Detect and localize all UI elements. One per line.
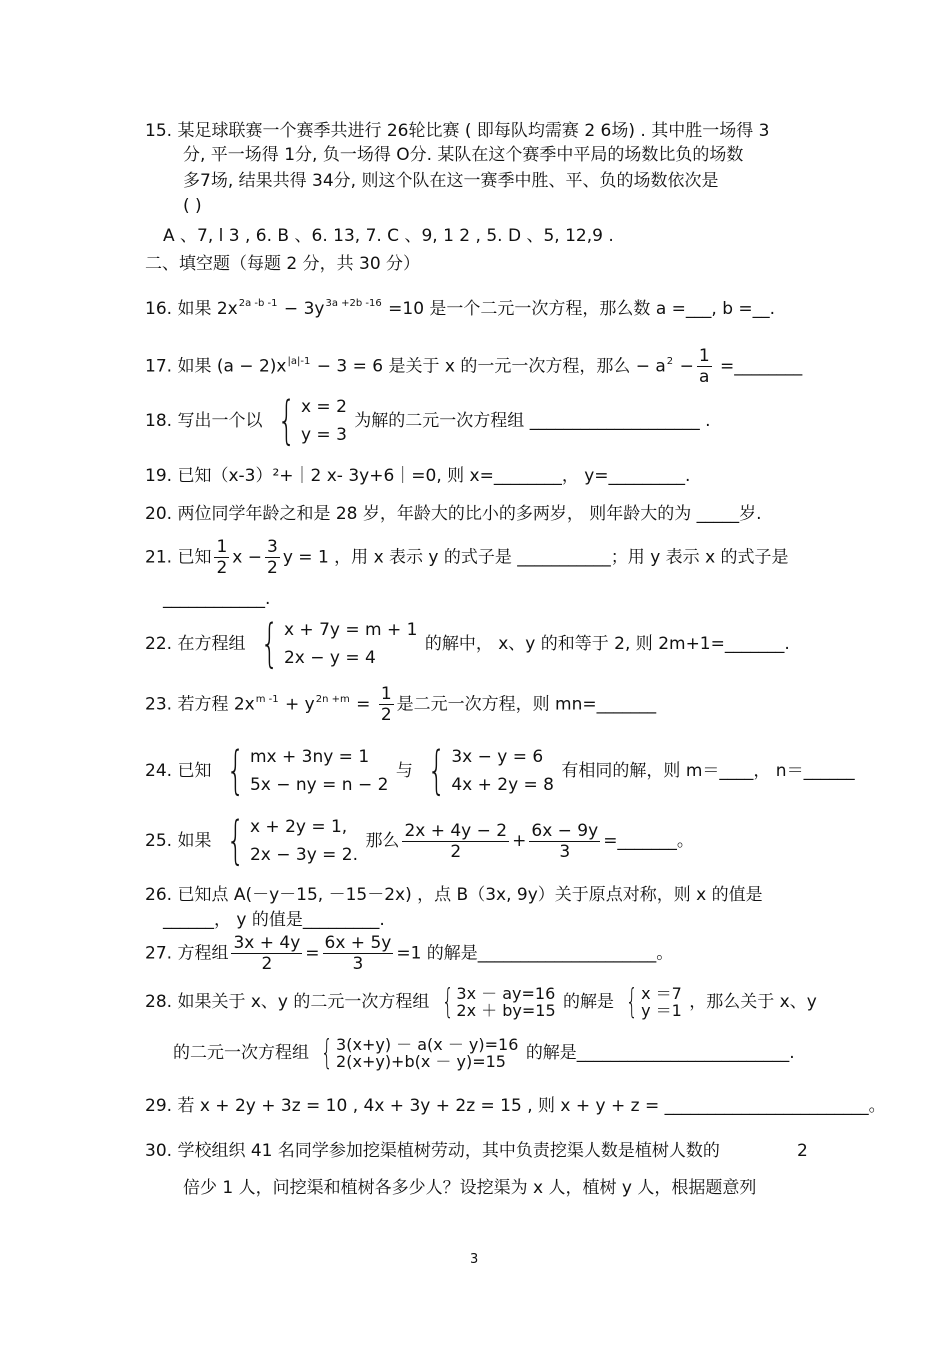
q30-line1-tail: 2 [797, 1141, 808, 1161]
q29: 29. 若 x + 2y + 3z = 10 , 4x + 3y + 2z = 15 , 则 x + y + z = ________________________。 [145, 1096, 886, 1116]
q16: 16. 如果 $2x^{2a -b -1} - 3y^{3a +2b -16} =10$ 是一个二元一次方程，那么数 a =___, b =__. [145, 298, 776, 319]
q27: 27. 方程组 $\frac{3x + 4y}{2}$ = $\frac{6x + 5y}{3}$ =1 的解是_____________________。 [145, 933, 674, 974]
q19: 19. 已知（x-3）²+｜2 x- 3y+6｜=0, 则 x=________， y=_________. [145, 466, 691, 486]
q15-options: A 、7, l 3 , 6. B 、6. 13, 7. C 、9, 1 2 , 5. D 、5, 12,9 . [163, 226, 614, 246]
page-number: 3 [470, 1252, 479, 1267]
section-heading: 二、填空题（每题 2 分，共 30 分） [145, 254, 421, 274]
q26-line2: ______， y 的值是_________. [163, 910, 385, 930]
q18: 18. 写出一个以 { x = 2 y = 3 为解的二元一次方程组 ____________________ . [145, 391, 711, 451]
q28-line1: 28. 如果关于 x、y 的二元一次方程组 { 3x － ay=16 2x ＋ by=15 的解是 { x ＝7 y ＝1 ，那么关于 x、y [145, 982, 817, 1022]
q26-line1: 26. 已知点 A(－y－15, －15－2x) ，点 B（3x, 9y）关于原点对称，则 x 的值是 [145, 885, 763, 905]
q15-line3: 多7场, 结果共得 34分, 则这个队在这一赛季中胜、平、负的场数依次是 [183, 171, 719, 191]
q24: 24. 已知 { mx + 3ny = 1 5x − ny = n − 2 与 { 3x − y = 6 4x + 2y = 8 有相同的解，则 m＝____， n＝______ [145, 741, 855, 801]
q21-line2: ____________. [163, 589, 271, 609]
q25: 25. 如果 { x + 2y = 1, 2x − 3y = 2. 那么 $\frac{2x + 4y - 2}{2}$ + $\frac{6x - 9y}{3}$ =_______。 [145, 811, 694, 871]
q15-line2: 分, 平一场得 1分, 负一场得 O分. 某队在这个赛季中平局的场数比负的场数 [183, 145, 744, 165]
q15-line1: 15. 某足球联赛一个赛季共进行 26轮比赛 ( 即每队均需赛 2 6场) . 其中胜一场得 3 [145, 121, 770, 141]
q30-line1: 30. 学校组织 41 名同学参加挖渠植树劳动，其中负责挖渠人数是植树人数的 [145, 1141, 720, 1161]
q22: 22. 在方程组 { x + 7y = m + 1 2x − y = 4 的解中， x、y 的和等于 2, 则 2m+1=_______. [145, 614, 790, 674]
q21: 21. 已知 $\frac{1}{2}$ x − $\frac{3}{2}$ y = 1 ，用 x 表示 y 的式子是 ___________；用 y 表示 x 的式子是 [145, 537, 789, 578]
q20: 20. 两位同学年龄之和是 28 岁，年龄大的比小的多两岁， 则年龄大的为 _____岁. [145, 504, 762, 524]
q28-line2: 的二元一次方程组 { 3(x+y) － a(x － y)=16 2(x+y)+b(x － y)=15 的解是_________________________. [173, 1033, 795, 1073]
q23: 23. 若方程 $2x^{m -1} + y^{2n +m}$ = $\frac{1}{2}$ 是二元一次方程，则 mn=_______ [145, 684, 657, 725]
q15-line4: ( ) [183, 196, 202, 216]
q30-line2: 倍少 1 人，问挖渠和植树各多少人？设挖渠为 x 人，植树 y 人，根据题意列 [183, 1178, 757, 1198]
q17: 17. 如果 $(a - 2)x^{|a|-1} - 3 = 6$ 是关于 x 的一元一次方程，那么 − $a^2$ − $\frac{1}{a}$ =________ [145, 346, 803, 387]
